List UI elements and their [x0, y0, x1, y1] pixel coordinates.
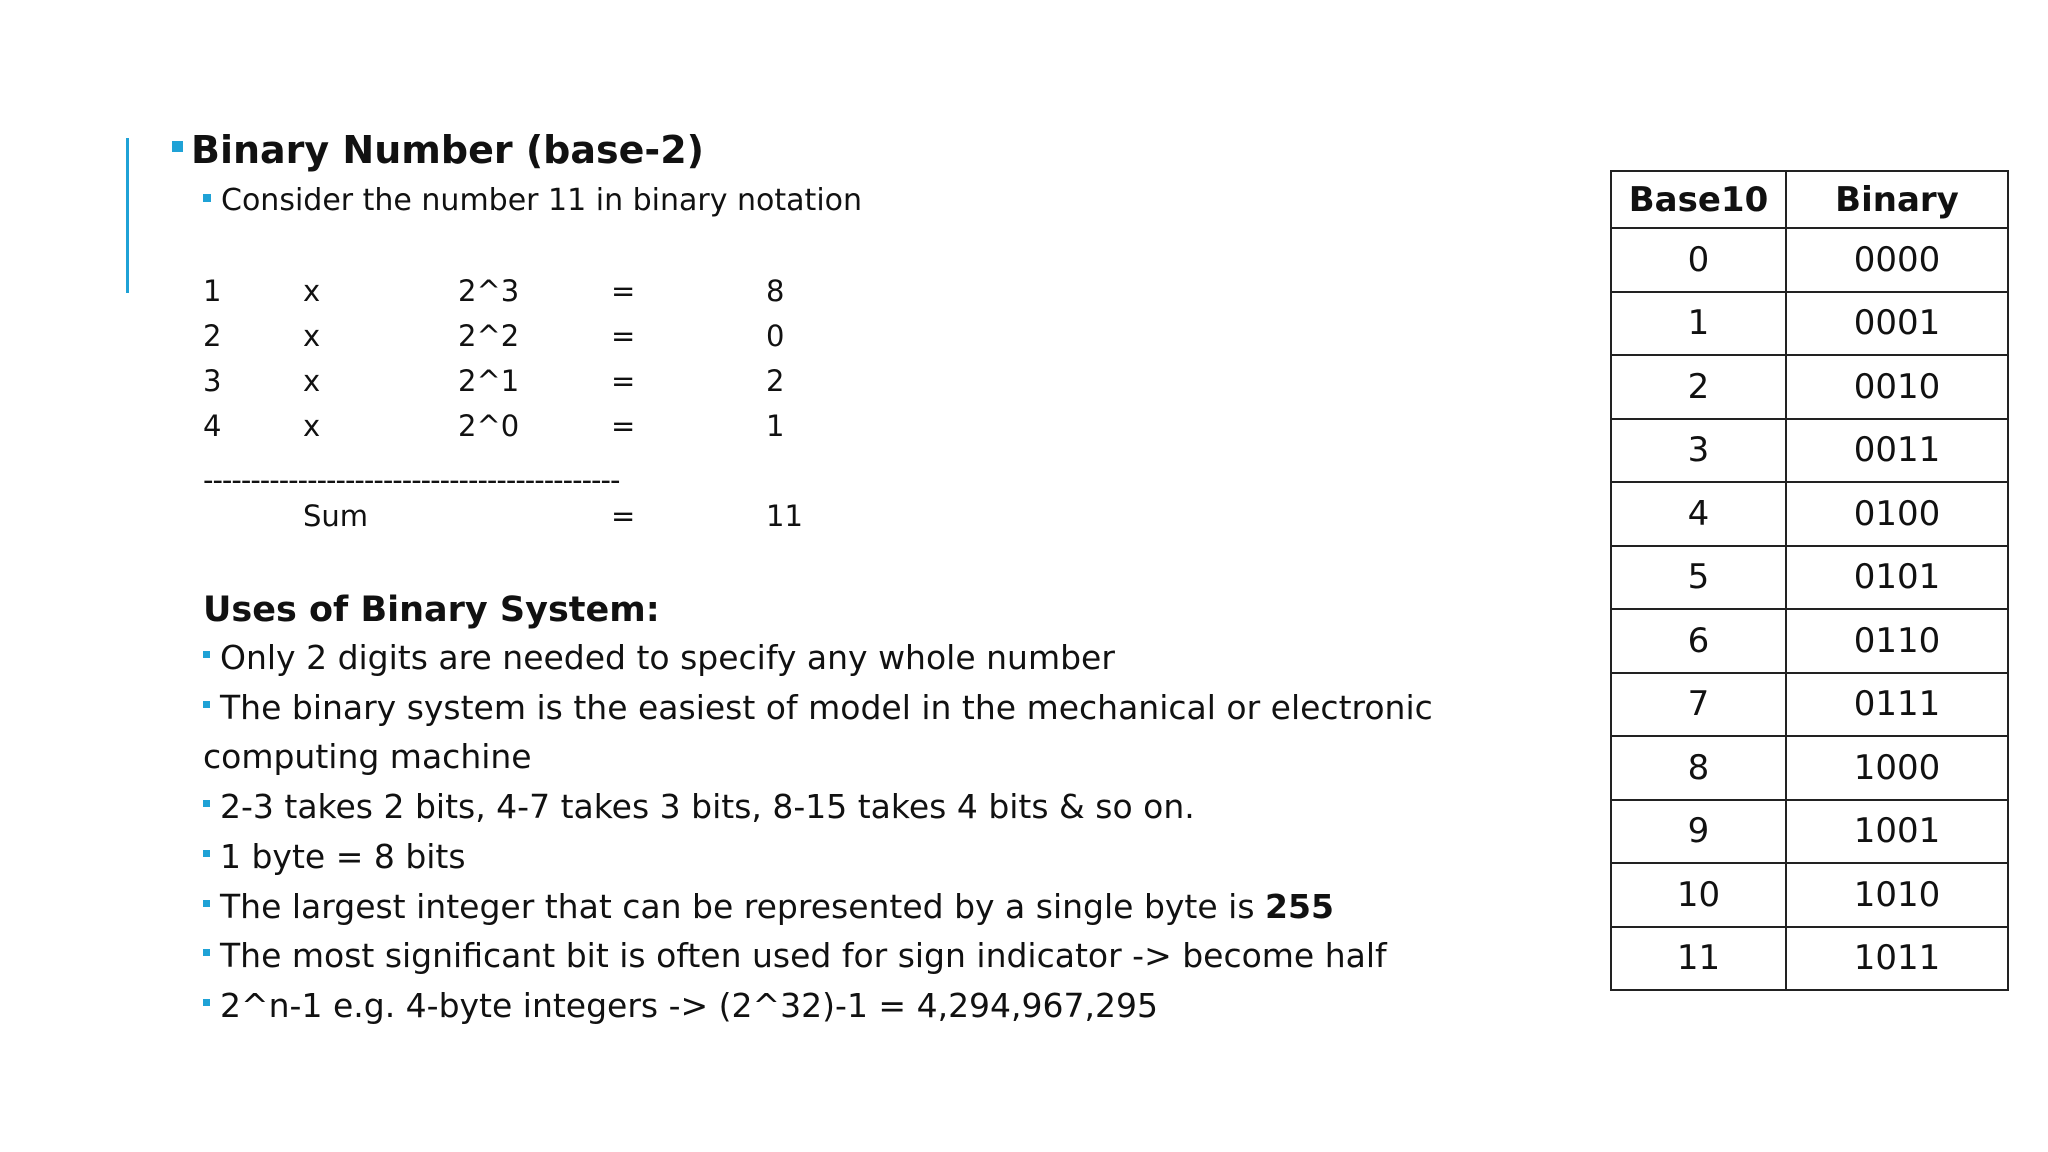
- bullet-square-icon: [203, 850, 210, 857]
- table-cell-base10: 2: [1611, 355, 1786, 419]
- list-item-text: The most significant bit is often used for sign indicator -> become half: [220, 936, 1387, 976]
- list-item: [203, 782, 1503, 832]
- calc-index: 3: [203, 364, 222, 398]
- intro-text: Consider the number 11 in binary notation: [221, 183, 863, 218]
- accent-bar: [126, 138, 129, 293]
- table-row: [1611, 927, 2008, 991]
- calc-operator: x: [303, 274, 321, 308]
- table-cell-binary: 0000: [1786, 228, 2008, 292]
- table-cell-base10: 7: [1611, 673, 1786, 737]
- table-cell-base10: 3: [1611, 419, 1786, 483]
- calc-operator: x: [303, 364, 321, 398]
- calc-row: [203, 406, 903, 446]
- list-item-text: 2-3 takes 2 bits, 4-7 takes 3 bits, 8-15 takes 4 bits & so on.: [220, 787, 1195, 827]
- list-item-text: Only 2 digits are needed to specify any whole number: [220, 638, 1115, 677]
- calc-power: 2^0: [458, 409, 520, 443]
- calc-row: [203, 316, 903, 356]
- list-item: [203, 931, 1503, 981]
- sum-equals: =: [611, 499, 636, 533]
- table-cell-base10: 0: [1611, 228, 1786, 292]
- bullet-square-icon: [203, 800, 210, 807]
- list-item-text: The binary system is the easiest of model in the mechanical or electronic: [220, 687, 1433, 727]
- table-cell-binary: 1000: [1786, 736, 2008, 800]
- bullet-square-icon: [203, 999, 210, 1006]
- table-cell-binary: 0010: [1786, 355, 2008, 419]
- table-cell-base10: 1: [1611, 292, 1786, 356]
- uses-title: Uses of Binary System:: [203, 590, 660, 630]
- calc-index: 1: [203, 274, 222, 308]
- table-cell-base10: 4: [1611, 482, 1786, 546]
- calc-power: 2^2: [458, 319, 520, 353]
- list-item-text: 2^n-1 e.g. 4-byte integers -> (2^32)-1 = 4,294,967,295: [220, 985, 1159, 1025]
- calc-result: 0: [766, 319, 785, 353]
- conversion-table: [1610, 170, 2009, 991]
- table-cell-base10: 9: [1611, 800, 1786, 864]
- list-item-text: The largest integer that can be represented by a single byte is: [220, 886, 1266, 926]
- table-row: [1611, 292, 2008, 356]
- list-item-continuation: [203, 732, 1503, 782]
- slide-heading: [172, 124, 704, 176]
- calc-equals: =: [611, 274, 636, 308]
- list-item-text: computing machine: [203, 737, 532, 777]
- table-cell-binary: 0011: [1786, 419, 2008, 483]
- calc-result: 1: [766, 409, 785, 443]
- calc-equals: =: [611, 364, 636, 398]
- table-cell-binary: 0001: [1786, 292, 2008, 356]
- bullet-square-icon: [172, 141, 183, 152]
- table-cell-binary: 0111: [1786, 673, 2008, 737]
- table-row: [1611, 800, 2008, 864]
- calc-row: [203, 271, 903, 311]
- sum-value: 11: [766, 499, 803, 533]
- table-header-row: [1611, 171, 2008, 228]
- list-item: [203, 981, 1503, 1031]
- sum-label: Sum: [303, 499, 369, 533]
- table-row: [1611, 482, 2008, 546]
- calc-power: 2^3: [458, 274, 520, 308]
- list-item: [203, 683, 1503, 733]
- list-item: [203, 832, 1503, 882]
- bullet-square-icon: [203, 701, 210, 708]
- table-row: [1611, 736, 2008, 800]
- bullet-square-icon: [203, 949, 210, 956]
- calc-index: 4: [203, 409, 222, 443]
- table-header-binary: Binary: [1786, 171, 2008, 228]
- list-item: [203, 882, 1503, 932]
- calc-row: [203, 361, 903, 401]
- list-item: [203, 633, 1503, 683]
- calc-result: 8: [766, 274, 785, 308]
- table-row: [1611, 355, 2008, 419]
- list-item-highlight: 255: [1265, 886, 1334, 926]
- table-cell-base10: 11: [1611, 927, 1786, 991]
- calc-equals: =: [611, 409, 636, 443]
- calc-operator: x: [303, 409, 321, 443]
- uses-list: [203, 633, 1503, 1031]
- table-row: [1611, 228, 2008, 292]
- calc-power: 2^1: [458, 364, 520, 398]
- sum-row: [203, 496, 903, 536]
- table-cell-base10: 8: [1611, 736, 1786, 800]
- calc-index: 2: [203, 319, 222, 353]
- table-cell-binary: 0100: [1786, 482, 2008, 546]
- table-header-base10: Base10: [1611, 171, 1786, 228]
- table-row: [1611, 546, 2008, 610]
- intro-line: [203, 181, 862, 221]
- bullet-square-icon: [203, 651, 210, 658]
- calc-result: 2: [766, 364, 785, 398]
- table-row: [1611, 609, 2008, 673]
- sum-divider: --------------------------------------------: [203, 463, 620, 497]
- table-cell-base10: 10: [1611, 863, 1786, 927]
- calc-operator: x: [303, 319, 321, 353]
- heading-text: Binary Number (base-2): [191, 128, 704, 172]
- list-item-text: 1 byte = 8 bits: [220, 836, 466, 876]
- table-cell-binary: 0110: [1786, 609, 2008, 673]
- table-cell-binary: 1001: [1786, 800, 2008, 864]
- table-cell-base10: 6: [1611, 609, 1786, 673]
- table-row: [1611, 863, 2008, 927]
- bullet-square-icon: [203, 194, 211, 202]
- bullet-square-icon: [203, 900, 210, 907]
- table-cell-binary: 1010: [1786, 863, 2008, 927]
- table-row: [1611, 419, 2008, 483]
- table-cell-binary: 1011: [1786, 927, 2008, 991]
- calc-equals: =: [611, 319, 636, 353]
- table-cell-base10: 5: [1611, 546, 1786, 610]
- table-cell-binary: 0101: [1786, 546, 2008, 610]
- table-row: [1611, 673, 2008, 737]
